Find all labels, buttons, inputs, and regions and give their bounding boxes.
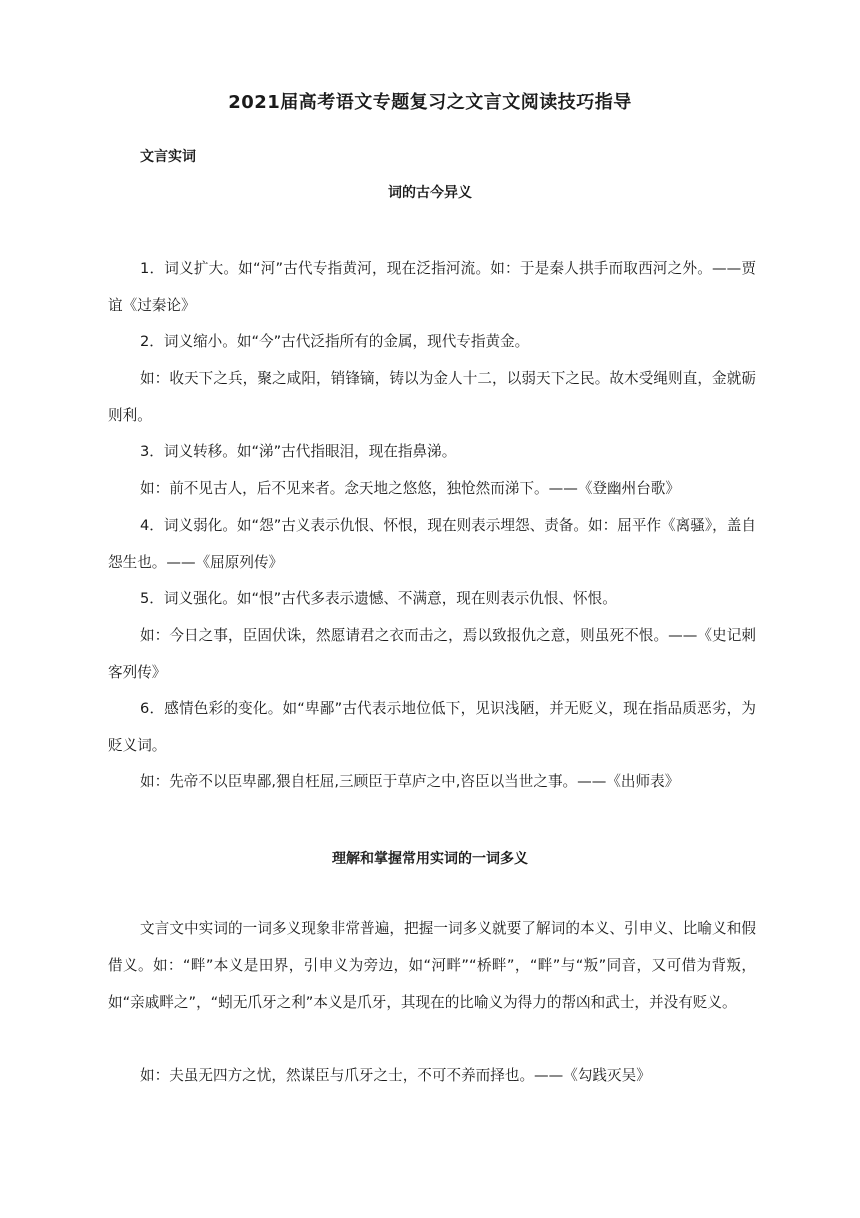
subheading-polysemy: 理解和掌握常用实词的一词多义 — [332, 851, 528, 867]
paragraph: 如：夫虽无四方之忧，然谋臣与爪牙之士，不可不养而择也。——《勾践灭吴》 — [140, 1067, 651, 1084]
paragraph: 如：先帝不以臣卑鄙,猥自枉屈,三顾臣于草庐之中,咨臣以当世之事。——《出师表》 — [140, 773, 680, 790]
document-title: 2021届高考语文专题复习之文言文阅读技巧指导 — [228, 92, 632, 113]
subheading-ancient-modern-meaning: 词的古今异义 — [388, 185, 472, 201]
paragraph: 6．感情色彩的变化。如“卑鄙”古代表示地位低下，见识浅陋，并无贬义，现在指品质恶劣，为贬义词。 — [108, 700, 756, 754]
paragraph: 1．词义扩大。如“河”古代专指黄河，现在泛指河流。如：于是秦人拱手而取西河之外。——贾谊《过秦论》 — [108, 260, 756, 314]
paragraph: 如：今日之事，臣固伏诛，然愿请君之衣而击之，焉以致报仇之意，则虽死不恨。——《史记刺客列传》 — [108, 627, 756, 681]
paragraph: 4．词义弱化。如“怨”古义表示仇恨、怀恨，现在则表示埋怨、责备。如：屈平作《离骚》，盖自怨生也。——《屈原列传》 — [108, 517, 756, 571]
paragraph: 2．词义缩小。如“今”古代泛指所有的金属，现代专指黄金。 — [140, 333, 530, 350]
paragraph: 3．词义转移。如“涕”古代指眼泪，现在指鼻涕。 — [140, 443, 457, 460]
paragraph: 如：前不见古人，后不见来者。念天地之悠悠，独怆然而涕下。——《登幽州台歌》 — [140, 480, 680, 497]
paragraph: 5．词义强化。如“恨”古代多表示遗憾、不满意，现在则表示仇恨、怀恨。 — [140, 590, 617, 607]
paragraph: 文言文中实词的一词多义现象非常普遍，把握一词多义就要了解词的本义、引申义、比喻义和假借义。如：“畔”本义是田界，引申义为旁边，如“河畔”“桥畔”，“畔”与“叛”同音，又可借为背叛，如“亲戚畔之”，“蚓无爪牙之利”本义是爪牙，其现在的比喻义为得力的帮凶和武士，并没有贬义。 — [108, 920, 756, 1011]
paragraph: 如：收天下之兵，聚之咸阳，销锋镝，铸以为金人十二，以弱天下之民。故木受绳则直，金就砺则利。 — [108, 370, 756, 424]
section-label: 文言实词 — [140, 149, 196, 165]
